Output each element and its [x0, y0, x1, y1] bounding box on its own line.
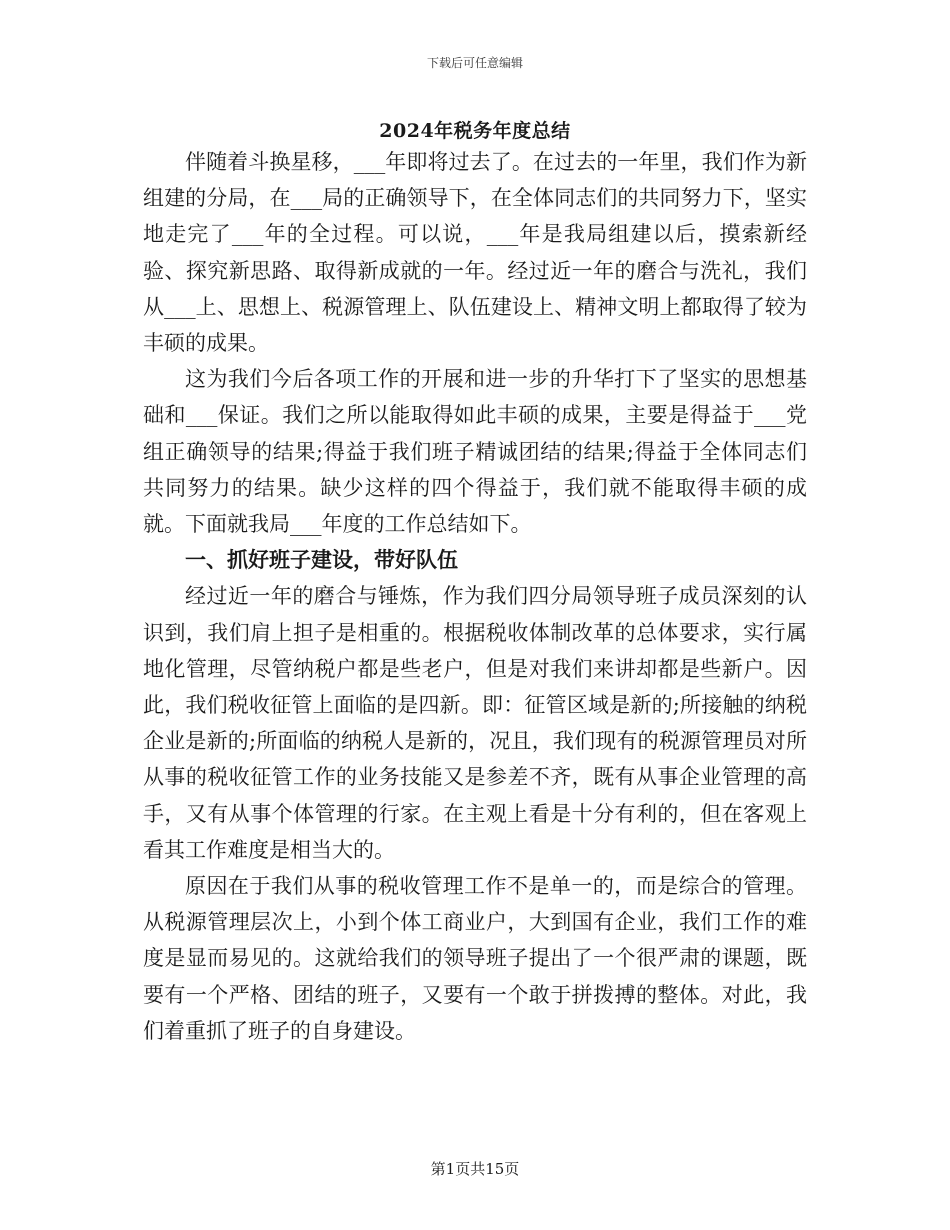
section-heading-team-building: 一、抓好班子建设，带好队伍: [185, 547, 458, 573]
paragraph-section1-challenges: 经过近一年的磨合与锤炼，作为我们四分局领导班子成员深刻的认识到，我们肩上担子是相重的。根据税收体制改革的总体要求，实行属地化管理，尽管纳税户都是些老户，但是对我们来讲却都是些新户。因此，我们税收征管上面临的是四新。即：征管区域是新的;所接触的纳税企业是新的;所面临的纳税人是新的，况且，我们现有的税源管理员对所从事的税收征管工作的业务技能又是参差不齐，既有从事企业管理的高手，又有从事个体管理的行家。在主观上看是十分有利的，但在客观上看其工作难度是相当大的。: [143, 584, 807, 862]
page-header-note: 下载后可任意编辑: [426, 56, 523, 70]
document-body: [143, 144, 807, 1049]
paragraph-foundation: 这为我们今后各项工作的开展和进一步的升华打下了坚实的思想基础和___保证。我们之所以能取得如此丰硕的成果，主要是得益于___党组正确领导的结果;得益于我们班子精诚团结的结果;得益于全体同志们共同努力的结果。缺少这样的四个得益于，我们就不能取得丰硕的成就。下面就我局___年度的工作总结如下。: [143, 367, 807, 537]
page-number: 第1页共15页: [430, 1160, 520, 1178]
document-title: 2024年税务年度总结: [379, 120, 571, 142]
paragraph-section1-reasons: 原因在于我们从事的税收管理工作不是单一的，而是综合的管理。从税源管理层次上，小到个体工商业户，大到国有企业，我们工作的难度是显而易见的。这就给我们的领导班子提出了一个很严肃的课题，既要有一个严格、团结的班子，又要有一个敢于拼拨搏的整体。对此，我们着重抓了班子的自身建设。: [143, 874, 807, 1043]
paragraph-intro: 伴随着斗换星移，___年即将过去了。在过去的一年里，我们作为新组建的分局，在___局的正确领导下，在全体同志们的共同努力下，坚实地走完了___年的全过程。可以说，___年是我局组建以后，摸索新经验、探究新思路、取得新成就的一年。经过近一年的磨合与洗礼，我们从___上、思想上、税源管理上、队伍建设上、精神文明上都取得了较为丰硕的成果。: [143, 150, 807, 356]
